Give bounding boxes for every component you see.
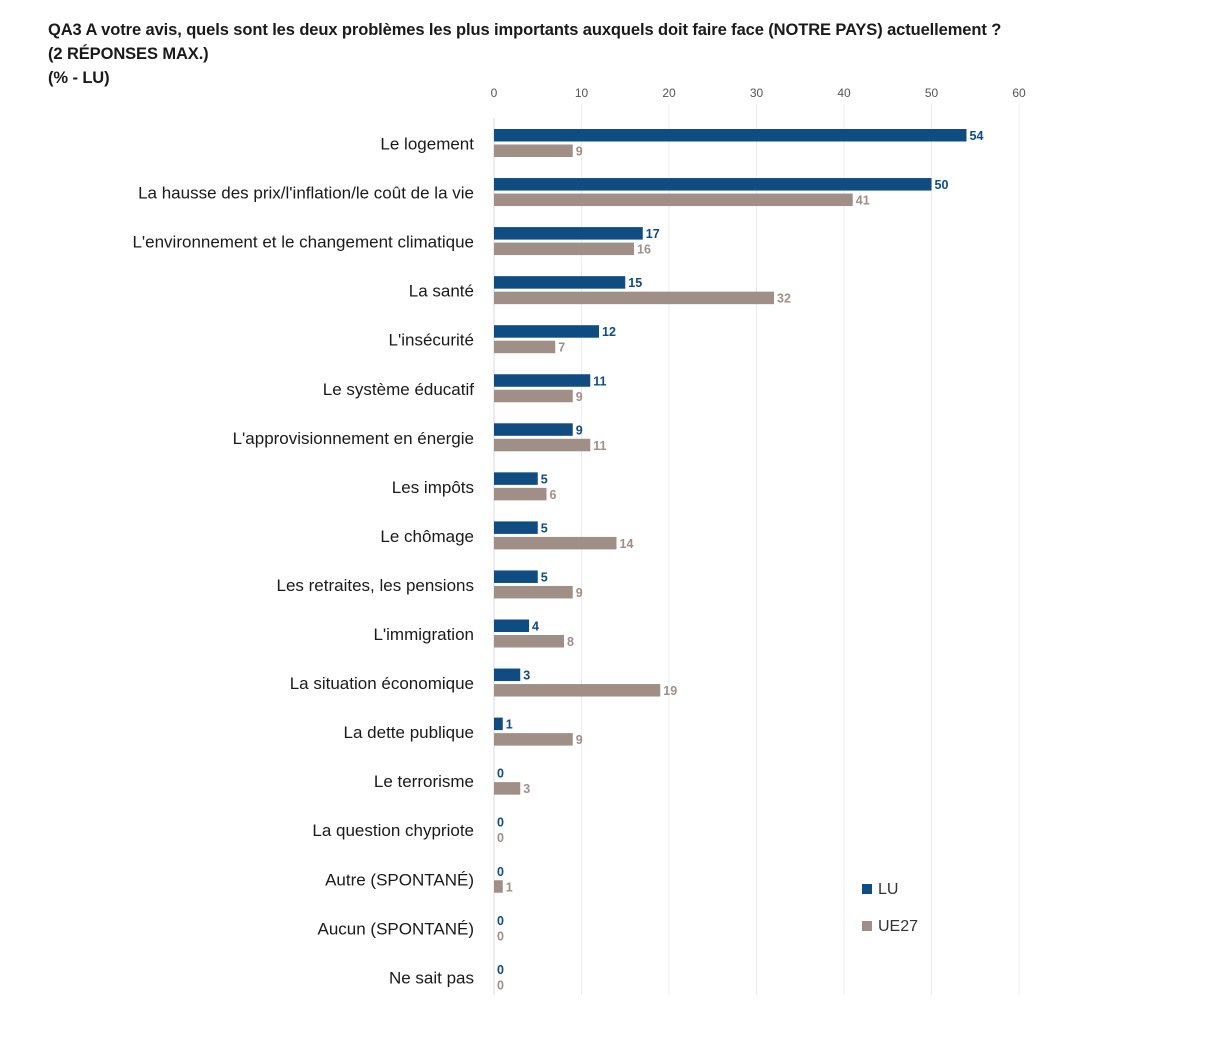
value-label-lu: 50: [934, 178, 949, 193]
legend-label-ue27: UE27: [878, 918, 919, 935]
x-tick-label: 20: [662, 86, 676, 100]
value-label-lu: 0: [497, 962, 504, 977]
x-tick-label: 40: [837, 86, 851, 100]
bar-lu: [494, 276, 625, 289]
x-tick-label: 50: [924, 86, 939, 100]
bar-ue27: [494, 292, 774, 305]
value-label-ue27: 41: [855, 193, 870, 208]
x-tick-label: 0: [490, 86, 498, 100]
category-label: Les retraites, les pensions: [276, 575, 474, 595]
bar-ue27: [494, 880, 503, 893]
value-label-ue27: 0: [497, 929, 504, 944]
bar-ue27: [494, 390, 573, 403]
bar-lu: [494, 669, 520, 682]
value-label-ue27: 1: [505, 880, 513, 895]
value-label-lu: 5: [540, 570, 548, 585]
value-label-lu: 17: [645, 227, 660, 242]
category-label: La question chypriote: [312, 821, 474, 841]
bar-ue27: [494, 145, 573, 158]
bar-ue27: [494, 733, 573, 746]
category-label: Ne sait pas: [388, 968, 474, 988]
value-label-ue27: 6: [549, 487, 557, 502]
category-label: La santé: [408, 281, 474, 301]
bar-ue27: [494, 341, 555, 354]
category-label: L'approvisionnement en énergie: [232, 428, 474, 448]
bar-ue27: [494, 243, 634, 256]
category-label: Les impôts: [391, 477, 474, 497]
bar-lu: [494, 620, 529, 633]
bar-ue27: [494, 684, 660, 697]
category-label: La hausse des prix/l'inflation/le coût de la vie: [138, 183, 474, 203]
chart-title: QA3 A votre avis, quels sont les deux problèmes les plus importants auxquels doit faire face (NOTRE PAYS) actuellement ?: [48, 21, 1002, 39]
bar-ue27: [494, 586, 573, 599]
value-label-ue27: 19: [663, 684, 678, 699]
bar-lu: [494, 178, 932, 191]
bar-lu: [494, 129, 967, 142]
category-label: Le terrorisme: [373, 772, 474, 792]
x-tick-label: 30: [749, 86, 764, 100]
category-label: Le chômage: [380, 526, 474, 546]
value-label-ue27: 7: [558, 340, 566, 355]
value-label-lu: 9: [575, 423, 583, 438]
bar-ue27: [494, 782, 520, 795]
category-label: Autre (SPONTANÉ): [325, 870, 474, 890]
category-label: L'immigration: [373, 625, 474, 644]
value-label-lu: 15: [628, 276, 643, 291]
value-label-ue27: 3: [523, 782, 531, 797]
legend-label-lu: LU: [878, 881, 899, 898]
value-label-lu: 0: [497, 766, 504, 781]
bar-ue27: [494, 635, 564, 648]
category-label: Le système éducatif: [322, 379, 474, 399]
legend-swatch-lu: [862, 884, 872, 894]
bar-lu: [494, 325, 599, 338]
chart-subtitle: (2 RÉPONSES MAX.): [48, 45, 209, 63]
bar-lu: [494, 472, 538, 485]
category-label: La dette publique: [343, 723, 474, 743]
bar-ue27: [494, 439, 590, 452]
value-label-ue27: 9: [575, 144, 583, 159]
bar-lu: [494, 521, 538, 534]
value-label-lu: 12: [602, 325, 616, 340]
bar-ue27: [494, 488, 547, 501]
value-label-ue27: 16: [637, 242, 651, 257]
value-label-lu: 0: [497, 815, 504, 830]
x-tick-label: 10: [574, 86, 589, 100]
value-label-ue27: 0: [497, 978, 504, 993]
bar-lu: [494, 374, 590, 387]
value-label-ue27: 9: [575, 389, 583, 404]
chart-unit: (% - LU): [48, 69, 110, 87]
bar-lu: [494, 423, 573, 436]
value-label-ue27: 8: [567, 635, 574, 649]
value-label-ue27: 32: [777, 291, 791, 306]
value-label-lu: 11: [593, 374, 607, 389]
bar-ue27: [494, 194, 853, 207]
value-label-ue27: 9: [575, 733, 583, 748]
category-label: L'insécurité: [388, 330, 474, 350]
value-label-lu: 4: [532, 619, 539, 634]
category-label: La situation économique: [289, 674, 474, 694]
bar-lu: [494, 570, 538, 583]
category-label: L'environnement et le changement climatique: [132, 232, 474, 252]
value-label-lu: 1: [505, 717, 513, 732]
value-label-lu: 5: [540, 472, 548, 487]
value-label-lu: 0: [497, 913, 504, 928]
legend-swatch-ue27: [862, 921, 872, 931]
category-label: Le logement: [380, 134, 474, 154]
bar-ue27: [494, 537, 617, 550]
value-label-ue27: 11: [593, 438, 607, 453]
value-label-lu: 5: [540, 521, 548, 536]
value-label-lu: 54: [969, 129, 984, 143]
value-label-ue27: 9: [575, 585, 583, 600]
category-label: Aucun (SPONTANÉ): [317, 919, 474, 939]
bar-lu: [494, 718, 503, 731]
value-label-lu: 3: [523, 668, 531, 683]
value-label-ue27: 14: [619, 536, 634, 551]
value-label-lu: 0: [497, 864, 504, 879]
bar-lu: [494, 227, 643, 240]
x-tick-label: 60: [1012, 86, 1026, 100]
value-label-ue27: 0: [497, 831, 504, 846]
